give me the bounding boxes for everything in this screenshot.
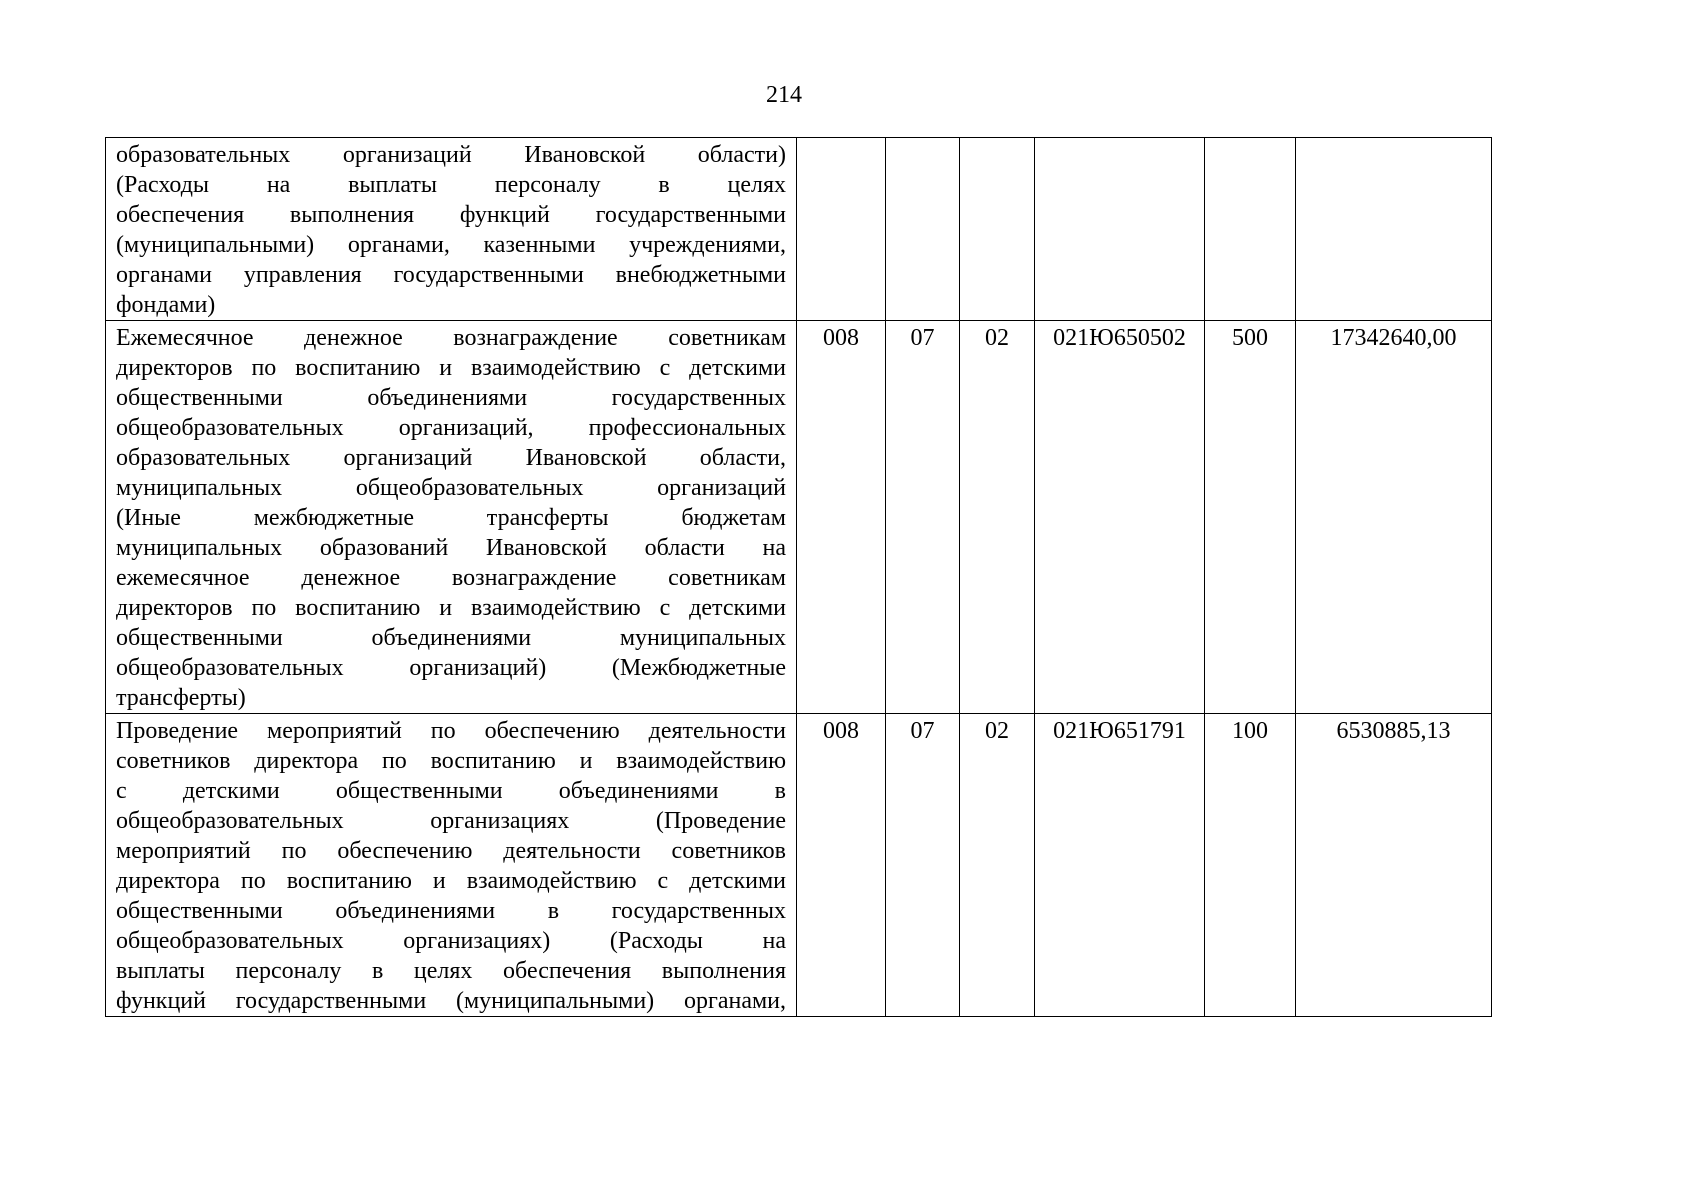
description-line: директора по воспитанию и взаимодействию с детскими <box>116 868 786 894</box>
description-line: трансферты) <box>116 685 246 711</box>
section-code-cell <box>886 138 960 321</box>
description-line: обеспечения выполнения функций государственными <box>116 202 786 228</box>
description-line: общеобразовательных организаций) (Межбюджетные <box>116 655 786 681</box>
description-line: выплаты персоналу в целях обеспечения выполнения <box>116 958 786 984</box>
description-line: органами управления государственными внебюджетными <box>116 262 786 288</box>
ministry-code-cell: 008 <box>797 714 886 1017</box>
row-description <box>106 138 797 321</box>
budget-table <box>105 137 1492 1017</box>
description-line: общеобразовательных организациях (Проведение <box>116 808 786 834</box>
expense-type-cell: 100 <box>1205 714 1296 1017</box>
target-article-cell: 021Ю650502 <box>1035 321 1205 714</box>
description-line: образовательных организаций Ивановской области) <box>116 142 786 168</box>
section-code-cell: 07 <box>886 321 960 714</box>
description-line: с детскими общественными объединениями в <box>116 778 786 804</box>
subsection-code-cell <box>960 138 1035 321</box>
row-description <box>106 714 797 1017</box>
description-line: общественными объединениями муниципальных <box>116 625 786 651</box>
description-line: муниципальных образований Ивановской области на <box>116 535 786 561</box>
expense-type-cell: 500 <box>1205 321 1296 714</box>
description-line: функций государственными (муниципальными) органами, <box>116 988 786 1014</box>
ministry-code-cell: 008 <box>797 321 886 714</box>
target-article-cell: 021Ю651791 <box>1035 714 1205 1017</box>
amount-cell: 6530885,13 <box>1296 714 1492 1017</box>
description-line: муниципальных общеобразовательных организаций <box>116 475 786 501</box>
description-line: (муниципальными) органами, казенными учреждениями, <box>116 232 786 258</box>
description-line: советников директора по воспитанию и взаимодействию <box>116 748 786 774</box>
description-line: директоров по воспитанию и взаимодействию с детскими <box>116 595 786 621</box>
description-line: директоров по воспитанию и взаимодействию с детскими <box>116 355 786 381</box>
description-line: общеобразовательных организаций, профессиональных <box>116 415 786 441</box>
description-line: общественными объединениями государственных <box>116 385 786 411</box>
section-code-cell: 07 <box>886 714 960 1017</box>
expense-type-cell <box>1205 138 1296 321</box>
subsection-code-cell: 02 <box>960 321 1035 714</box>
description-line: общественными объединениями в государственных <box>116 898 786 924</box>
table-row <box>106 321 1492 714</box>
table-row <box>106 714 1492 1017</box>
description-line: ежемесячное денежное вознаграждение советникам <box>116 565 786 591</box>
description-line: (Расходы на выплаты персоналу в целях <box>116 172 786 198</box>
description-line: образовательных организаций Ивановской области, <box>116 445 786 471</box>
description-line: фондами) <box>116 292 216 318</box>
table-row <box>106 138 1492 321</box>
description-line: Ежемесячное денежное вознаграждение советникам <box>116 325 786 351</box>
amount-cell: 17342640,00 <box>1296 321 1492 714</box>
row-description <box>106 321 797 714</box>
description-line: Проведение мероприятий по обеспечению деятельности <box>116 718 786 744</box>
description-line: общеобразовательных организациях) (Расходы на <box>116 928 786 954</box>
description-line: (Иные межбюджетные трансферты бюджетам <box>116 505 786 531</box>
ministry-code-cell <box>797 138 886 321</box>
description-line: мероприятий по обеспечению деятельности советников <box>116 838 786 864</box>
target-article-cell <box>1035 138 1205 321</box>
amount-cell <box>1296 138 1492 321</box>
subsection-code-cell: 02 <box>960 714 1035 1017</box>
page-number: 214 <box>766 82 802 108</box>
